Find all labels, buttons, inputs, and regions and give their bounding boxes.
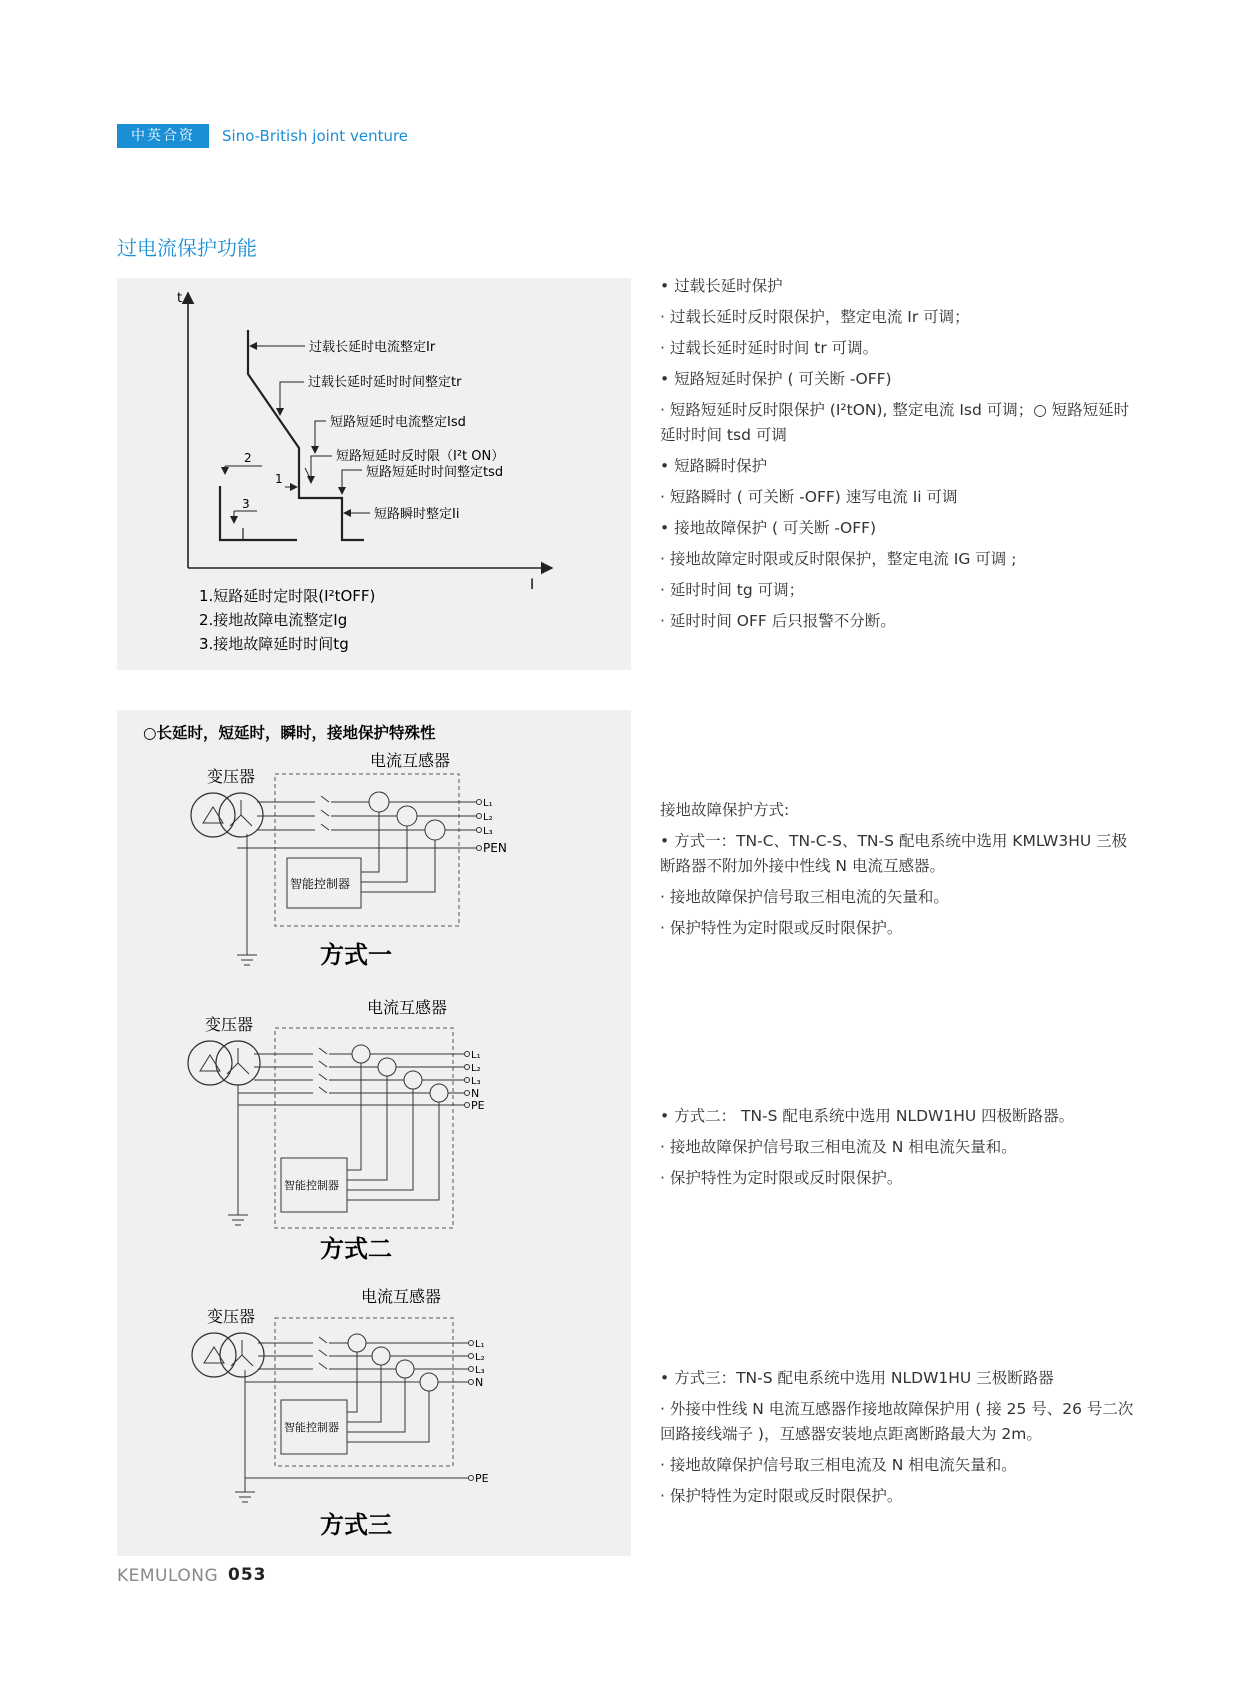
label-i2t: 短路短延时反时限（I²t ON） <box>336 449 505 464</box>
mode2-line-label: L₁ <box>471 1050 481 1061</box>
footer-brand: KEMULONG <box>117 1566 219 1586</box>
mode3-line-label: N <box>475 1376 484 1389</box>
mode1-title: 方式一 <box>320 941 392 969</box>
axis-t-label: t <box>177 291 183 306</box>
mode1-diagram <box>191 751 507 969</box>
list-item: · 接地故障保护信号取三相电流及 N 相电流矢量和。 <box>660 1456 1017 1474</box>
list-item: • 短路瞬时保护 <box>660 457 768 475</box>
page-number: 053 <box>228 1565 267 1585</box>
list-item: • 接地故障保护 ( 可关断 -OFF) <box>660 519 877 537</box>
wiring-panel <box>117 710 631 1556</box>
list-item: · 外接中性线 N 电流互感器作接地故障保护用 ( 接 25 号、26 号二次回路接线端子 )，互感器安装地点距离断路最大为 2m。 <box>660 1400 1134 1443</box>
list-item: · 保护特性为定时限或反时限保护。 <box>660 1169 903 1187</box>
list-item: • 方式三：TN-S 配电系统中选用 NLDW1HU 三极断路器 <box>660 1369 1054 1387</box>
mode1-line-label: PEN <box>483 841 507 855</box>
mode3-diagram <box>192 1287 489 1539</box>
label-isd: 短路短延时电流整定Isd <box>330 415 466 430</box>
protection-curve-diagram <box>117 278 631 670</box>
legend-item-1: 1.短路延时定时限(I²tOFF) <box>199 587 376 605</box>
label-n2: 2 <box>244 451 252 465</box>
label-n3: 3 <box>242 497 250 511</box>
list-item: • 短路短延时保护 ( 可关断 -OFF) <box>660 370 892 388</box>
mode2-line-label: PE <box>471 1099 485 1112</box>
mode3-ct-label: 电流互感器 <box>361 1287 442 1306</box>
ground-fault-mode3 <box>660 1366 1140 1515</box>
curve-panel <box>117 278 631 670</box>
list-item: · 延时时间 OFF 后只报警不分断。 <box>660 612 896 630</box>
legend-item-2: 2.接地故障电流整定Ig <box>199 611 348 629</box>
axis-i-label: I <box>530 577 535 593</box>
venture-subtitle: Sino-British joint venture <box>222 127 409 145</box>
mode1-transformer-label: 变压器 <box>207 767 256 786</box>
mode3-line-label: L₁ <box>475 1339 485 1350</box>
mode1-line-label: L₁ <box>483 798 493 809</box>
list-item: · 保护特性为定时限或反时限保护。 <box>660 919 903 937</box>
list-item: · 保护特性为定时限或反时限保护。 <box>660 1487 903 1505</box>
mode2-ct-label: 电流互感器 <box>367 998 448 1017</box>
list-item: · 接地故障保护信号取三相电流及 N 相电流矢量和。 <box>660 1138 1017 1156</box>
list-item: • 方式二： TN-S 配电系统中选用 NLDW1HU 四极断路器。 <box>660 1107 1075 1125</box>
mode3-controller-label: 智能控制器 <box>284 1421 339 1434</box>
mode2-line-label: L₃ <box>471 1076 481 1087</box>
mode2-transformer-label: 变压器 <box>205 1015 254 1034</box>
legend-item-3: 3.接地故障延时时间tg <box>199 635 349 653</box>
list-item: · 接地故障定时限或反时限保护，整定电流 IG 可调 ; <box>660 550 1017 568</box>
mode2-title: 方式二 <box>320 1235 392 1263</box>
mode1-controller-label: 智能控制器 <box>290 877 351 891</box>
mode3-line-label: L₂ <box>475 1352 485 1363</box>
mode1-line-label: L₃ <box>483 826 493 837</box>
ground-fault-mode1 <box>660 798 1140 947</box>
mode3-title: 方式三 <box>320 1511 392 1539</box>
diagrams-title: ○长延时，短延时，瞬时，接地保护特殊性 <box>143 724 436 742</box>
protection-list <box>660 274 1140 640</box>
list-item: • 方式一：TN-C、TN-C-S、TN-S 配电系统中选用 KMLW3HU 三极断路器不附加外接中性线 N 电流互感器。 <box>660 832 1128 875</box>
wiring-diagrams <box>117 710 631 1556</box>
mode2-line-label: N <box>471 1087 480 1100</box>
mode1-ct-label: 电流互感器 <box>370 751 451 770</box>
section-title: 过电流保护功能 <box>117 236 257 260</box>
label-tr: 过载长延时延时时间整定tr <box>308 375 462 390</box>
list-item: · 短路瞬时 ( 可关断 -OFF) 速写电流 Ii 可调 <box>660 488 958 506</box>
mode3-line-label: PE <box>475 1472 489 1485</box>
venture-badge: 中英合资 <box>117 124 209 148</box>
ground-fault-heading: 接地故障保护方式: <box>660 801 790 819</box>
mode3-line-label: L₃ <box>475 1365 485 1376</box>
ground-fault-mode2 <box>660 1104 1140 1197</box>
mode2-line-label: L₂ <box>471 1063 481 1074</box>
list-item: · 短路短延时反时限保护 (I²tON), 整定电流 Isd 可调；○ 短路短延时延时时间 tsd 可调 <box>660 401 1130 444</box>
list-item: · 过载长延时反时限保护，整定电流 Ir 可调； <box>660 308 970 326</box>
mode1-line-label: L₂ <box>483 812 493 823</box>
list-item: · 接地故障保护信号取三相电流的矢量和。 <box>660 888 949 906</box>
label-ir: 过载长延时电流整定Ir <box>309 340 436 355</box>
mode2-controller-label: 智能控制器 <box>284 1179 339 1192</box>
label-tsd: 短路短延时时间整定tsd <box>366 465 504 480</box>
list-item: · 过载长延时延时时间 tr 可调。 <box>660 339 879 357</box>
list-item: · 延时时间 tg 可调； <box>660 581 805 599</box>
mode2-diagram <box>188 998 485 1263</box>
mode3-transformer-label: 变压器 <box>207 1307 256 1326</box>
label-n1: 1 <box>275 472 283 486</box>
list-item: • 过载长延时保护 <box>660 277 783 295</box>
label-ii: 短路瞬时整定Ii <box>374 507 460 522</box>
